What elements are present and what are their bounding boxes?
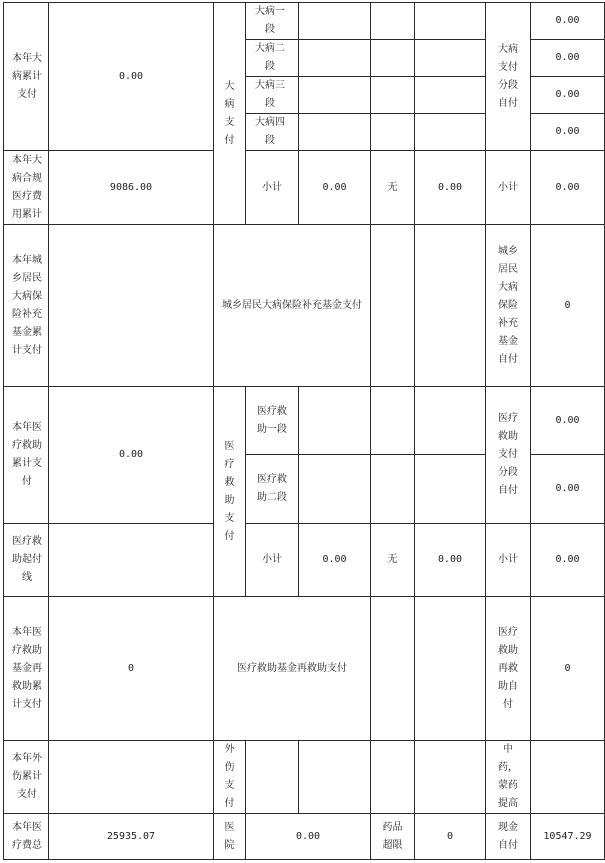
major-illness-self-pay-subtotal-value: 0.00 — [531, 151, 605, 225]
re-aid-cell-a — [371, 597, 415, 741]
aid-segment-1-cell-c — [415, 387, 486, 455]
medical-aid-self-pay-subtotal-label: 小计 — [486, 524, 531, 597]
injury-annual-value — [49, 741, 214, 814]
injury-payment-label: 外伤支付 — [214, 741, 246, 814]
supplementary-self-pay-value: 0 — [531, 225, 605, 387]
settlement-table — [3, 2, 605, 860]
injury-cell-c — [371, 741, 415, 814]
medical-aid-segment-1: 医疗救助一段 — [246, 387, 299, 455]
hospital-value: 0.00 — [246, 814, 371, 860]
aid-segment-2-cell-a — [299, 455, 371, 524]
medical-aid-subtotal-value: 0.00 — [299, 524, 371, 597]
segment-1-cell-b — [371, 3, 415, 40]
major-illness-subtotal-label: 小计 — [246, 151, 299, 225]
major-illness-segment-1: 大病一段 — [246, 3, 299, 40]
cash-self-value: 10547.29 — [531, 814, 605, 860]
segment-2-cell-a — [299, 40, 371, 77]
medical-aid-annual-value: 0.00 — [49, 387, 214, 524]
medical-aid-segment-2: 医疗救助二段 — [246, 455, 299, 524]
major-illness-self-pay-label: 大病支付分段自付 — [486, 3, 531, 151]
drug-over-value: 0 — [415, 814, 486, 860]
re-aid-cell-b — [415, 597, 486, 741]
segment-1-cell-a — [299, 3, 371, 40]
segment-4-cell-c — [415, 114, 486, 151]
major-illness-segment-4: 大病四段 — [246, 114, 299, 151]
segment-3-cell-a — [299, 77, 371, 114]
re-aid-annual-label: 本年医疗救助基金再救助累计支付 — [4, 597, 49, 741]
aid-segment-1-cell-a — [299, 387, 371, 455]
re-aid-self-pay-label: 医疗救助再救助自付 — [486, 597, 531, 741]
compliant-cost-label: 本年大病合规医疗费用累计 — [4, 151, 49, 225]
medical-aid-annual-label: 本年医疗救助累计支付 — [4, 387, 49, 524]
medical-aid-payment-label: 医疗救助支付 — [214, 387, 246, 597]
hospital-label: 医院 — [214, 814, 246, 860]
segment-4-cell-a — [299, 114, 371, 151]
major-illness-self-pay-value-1: 0.00 — [531, 3, 605, 40]
segment-4-cell-b — [371, 114, 415, 151]
medical-aid-subtotal-value-2: 0.00 — [415, 524, 486, 597]
major-illness-self-pay-value-2: 0.00 — [531, 40, 605, 77]
annual-major-illness-payment-label: 本年大病累计支付 — [4, 3, 49, 151]
medical-aid-self-pay-label: 医疗救助支付分段自付 — [486, 387, 531, 524]
compliant-cost-value: 9086.00 — [49, 151, 214, 225]
major-illness-subtotal-value: 0.00 — [299, 151, 371, 225]
medical-total-label: 本年医疗费总 — [4, 814, 49, 860]
major-illness-segment-3: 大病三段 — [246, 77, 299, 114]
re-aid-self-pay-value: 0 — [531, 597, 605, 741]
medical-aid-threshold-label: 医疗救助起付线 — [4, 524, 49, 597]
segment-1-cell-c — [415, 3, 486, 40]
medical-total-value: 25935.07 — [49, 814, 214, 860]
tcm-label: 中药，蒙药提高 — [486, 741, 531, 814]
supplementary-self-pay-label: 城乡居民大病保险补充基金自付 — [486, 225, 531, 387]
major-illness-subtotal-value-2: 0.00 — [415, 151, 486, 225]
medical-aid-self-pay-value-2: 0.00 — [531, 455, 605, 524]
major-illness-none: 无 — [371, 151, 415, 225]
supplementary-annual-label: 本年城乡居民大病保险补充基金累计支付 — [4, 225, 49, 387]
medical-aid-self-pay-value-1: 0.00 — [531, 387, 605, 455]
tcm-value — [531, 741, 605, 814]
supplementary-cell-a — [371, 225, 415, 387]
cash-self-label: 现金自付 — [486, 814, 531, 860]
supplementary-cell-b — [415, 225, 486, 387]
major-illness-payment-label: 大病支付 — [214, 3, 246, 225]
injury-annual-label: 本年外伤累计支付 — [4, 741, 49, 814]
medical-aid-self-pay-subtotal-value: 0.00 — [531, 524, 605, 597]
aid-segment-1-cell-b — [371, 387, 415, 455]
supplementary-annual-value — [49, 225, 214, 387]
annual-major-illness-payment-value: 0.00 — [49, 3, 214, 151]
major-illness-segment-2: 大病二段 — [246, 40, 299, 77]
re-aid-fund-label: 医疗救助基金再救助支付 — [214, 597, 371, 741]
aid-segment-2-cell-b — [371, 455, 415, 524]
medical-aid-threshold-value — [49, 524, 214, 597]
re-aid-annual-value: 0 — [49, 597, 214, 741]
supplementary-fund-label: 城乡居民大病保险补充基金支付 — [214, 225, 371, 387]
injury-cell-b — [299, 741, 371, 814]
segment-2-cell-c — [415, 40, 486, 77]
segment-2-cell-b — [371, 40, 415, 77]
segment-3-cell-b — [371, 77, 415, 114]
major-illness-self-pay-value-4: 0.00 — [531, 114, 605, 151]
major-illness-self-pay-subtotal-label: 小计 — [486, 151, 531, 225]
segment-3-cell-c — [415, 77, 486, 114]
injury-cell-d — [415, 741, 486, 814]
medical-aid-none: 无 — [371, 524, 415, 597]
injury-cell-a — [246, 741, 299, 814]
aid-segment-2-cell-c — [415, 455, 486, 524]
medical-aid-subtotal-label: 小计 — [246, 524, 299, 597]
drug-over-label: 药品超限 — [371, 814, 415, 860]
major-illness-self-pay-value-3: 0.00 — [531, 77, 605, 114]
